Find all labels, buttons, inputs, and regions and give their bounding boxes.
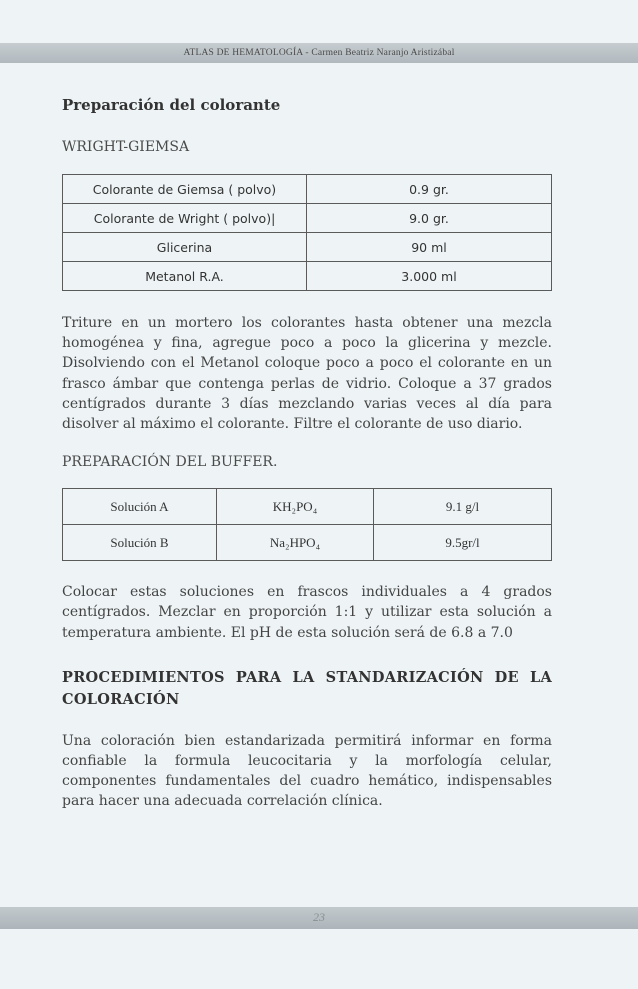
table-row (63, 204, 552, 233)
buffer-table (62, 488, 552, 561)
table-cell: Metanol R.A. (63, 262, 307, 291)
running-header: ATLAS DE HEMATOLOGÍA - Carmen Beatriz Naranjo Aristizábal (183, 48, 455, 58)
paragraph-preparation: Triture en un mortero los colorantes hasta obtener una mezcla homogénea y fina, agregue poco a poco la glicerina y mezcle. Disolviendo con el Metanol coloque poco a poco el colorante en un frasco ámbar que contenga perlas de vidrio. Coloque a 37 grados centígrados durante 3 días mezclando varias veces al día para disolver al máximo el colorante. Filtre el colorante de uso diario. (62, 315, 552, 433)
table-row (63, 175, 552, 204)
table-cell: 90 ml (307, 233, 552, 262)
table-cell: Na₂HPO₄ (217, 525, 374, 561)
table-cell: Colorante de Giemsa ( polvo) (63, 175, 307, 204)
table-cell: Solución A (63, 489, 217, 525)
table-row (63, 525, 552, 561)
page-content (62, 96, 552, 812)
paragraph-standardization: Una coloración bien estandarizada permitirá informar en forma confiable la formula leucocitaria y la morfología celular, componentes fundamentales del cuadro hemático, indispensables para hacer una adecuada correlación clínica. (62, 732, 552, 810)
table-cell: 0.9 gr. (307, 175, 552, 204)
table-cell: 9.1 g/l (374, 489, 552, 525)
table-cell: Solución B (63, 525, 217, 561)
table-cell: Colorante de Wright ( polvo)| (63, 204, 307, 233)
table-cell: 9.0 gr. (307, 204, 552, 233)
page-number: 23 (313, 910, 325, 924)
paragraph-buffer: Colocar estas soluciones en frascos individuales a 4 grados centígrados. Mezclar en proporción 1:1 y utilizar esta solución a temperatura ambiente. El pH de esta solución será de 6.8 a 7.0 (62, 584, 552, 641)
section-title-standardization: PROCEDIMIENTOS PARA LA STANDARIZACIÓN DE LA COLORACIÓN (62, 668, 552, 708)
subheading-wright-giemsa: WRIGHT-GIEMSA (62, 139, 190, 155)
table-row (63, 262, 552, 291)
subheading-buffer: PREPARACIÓN DEL BUFFER. (62, 454, 278, 471)
table-row (63, 233, 552, 262)
section-title: Preparación del colorante (62, 96, 281, 114)
table-cell: 3.000 ml (307, 262, 552, 291)
table-cell: KH₂PO₄ (217, 489, 374, 525)
table-row (63, 489, 552, 525)
colorant-table (62, 174, 552, 291)
table-cell: 9.5gr/l (374, 525, 552, 561)
table-cell: Glicerina (63, 233, 307, 262)
